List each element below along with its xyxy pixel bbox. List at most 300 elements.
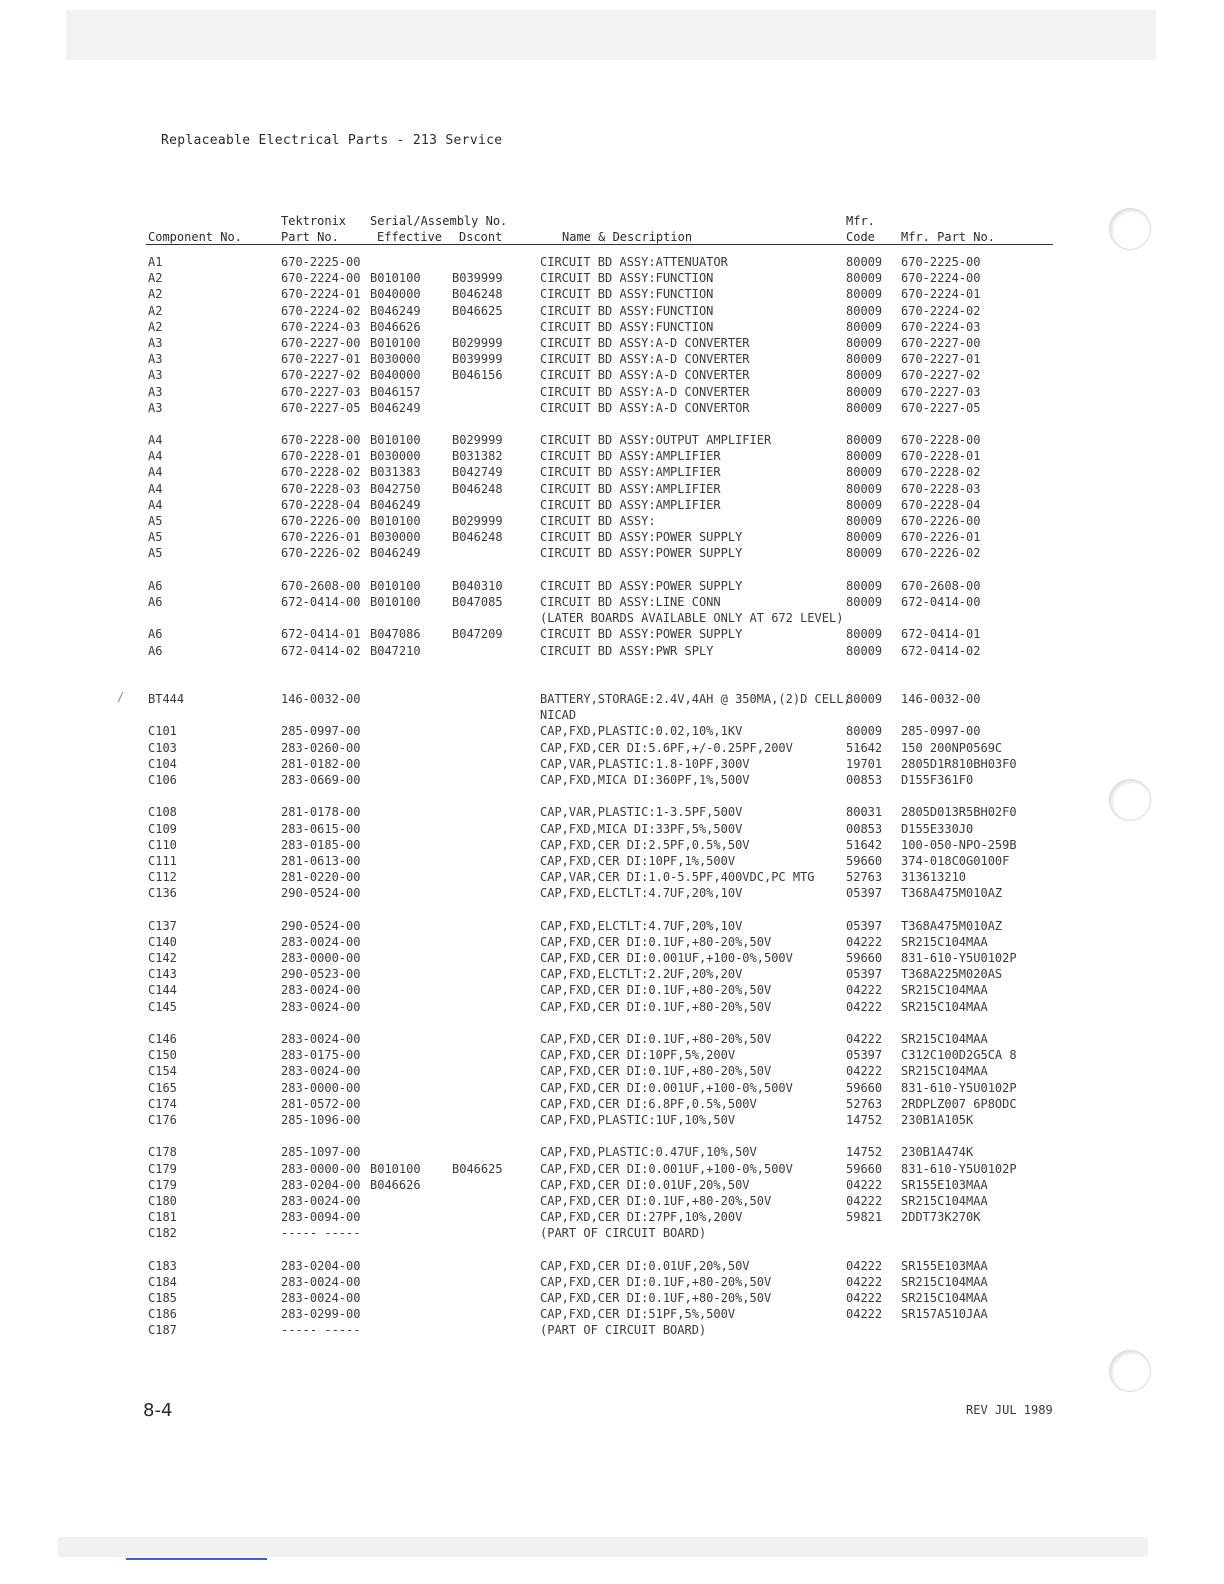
cell-name: CIRCUIT BD ASSY:AMPLIFIER [540,481,721,496]
cell-mfrp: SR215C104MAA [901,1291,988,1305]
cell-part: 670-2228-02 [281,465,361,480]
cell-part: 670-2227-02 [281,368,361,383]
cell-code: 80009 [846,303,883,318]
cell-code: 04222 [846,1307,883,1322]
cell-mfrp: T368A225M020AS [901,967,1003,982]
cell-mfrp: 670-2226-00 [901,514,981,528]
cell-comp: C137 [148,918,177,933]
cell-eff: B030000 [370,530,421,545]
cell-mfrp: 831-610-Y5U0102P [901,1080,1017,1095]
cell-name: CIRCUIT BD ASSY:AMPLIFIER [540,449,721,464]
cell-mfrp: 230B1A105K [901,1112,974,1127]
cell-mfrp: 670-2225-00 [901,255,981,269]
cell-comp: C104 [148,756,177,771]
cell-code [846,1015,882,1031]
cell-comp [148,1241,184,1257]
scan-bottom-band [58,1537,1148,1557]
cell-mfrp: 670-2228-04 [901,497,981,512]
cell-dsc [452,804,503,820]
cell-code: 52763 [846,1096,883,1111]
cell-name [540,675,851,691]
cell-part: 283-0024-00 [281,983,361,998]
cell-code: 80009 [846,643,883,658]
col-header-effective: Effective [377,230,443,244]
cell-code: 51642 [846,740,883,755]
col-header-mfr: Mfr. [846,214,875,228]
cell-comp: A3 [148,352,163,367]
cell-name: (PART OF CIRCUIT BOARD) [540,1226,707,1241]
cell-code: 80009 [846,271,883,286]
cell-dsc [452,1274,503,1290]
cell-eff [370,416,421,432]
cell-dsc [452,1015,503,1031]
cell-mfrp [901,610,1017,626]
cell-eff: B030000 [370,449,421,464]
cell-eff: B046249 [370,303,421,318]
cell-name [540,562,851,578]
cell-eff [370,1306,421,1322]
cell-mfrp: T368A475M010AZ [901,886,1003,901]
cell-dsc [452,723,503,739]
cell-part: 281-0178-00 [281,805,361,820]
cell-code [846,610,882,626]
cell-code: 05397 [846,967,883,982]
binder-hole [1109,1350,1151,1392]
cell-dsc [452,254,503,270]
cell-dsc: B029999 [452,433,503,448]
revision-date: REV JUL 1989 [966,1403,1053,1417]
cell-dsc [452,902,503,918]
cell-dsc [452,1322,503,1338]
cell-name: CIRCUIT BD ASSY:POWER SUPPLY [540,627,743,642]
cell-mfrp: 670-2227-00 [901,335,981,350]
cell-eff [370,756,421,772]
cell-name: CAP,FXD,CER DI:0.001UF,+100-0%,500V [540,1080,793,1095]
cell-code: 05397 [846,886,883,901]
cell-code: 05397 [846,1048,883,1063]
cell-comp: A2 [148,319,163,334]
cell-comp: A6 [148,627,163,642]
cell-name: CAP,FXD,PLASTIC:1UF,10%,50V [540,1112,736,1127]
cell-eff [370,772,421,788]
cell-dsc [452,788,503,804]
cell-name: CIRCUIT BD ASSY:A-D CONVERTER [540,368,750,383]
page-title: Replaceable Electrical Parts - 213 Service [161,133,503,148]
cell-dsc: B029999 [452,514,503,528]
cell-dsc: B046248 [452,287,503,302]
cell-part: 285-0997-00 [281,724,361,739]
cell-dsc [452,691,503,707]
cell-mfrp: 670-2608-00 [901,578,981,593]
cell-part: 670-2224-01 [281,287,361,302]
cell-comp: C150 [148,1048,177,1063]
cell-comp: A3 [148,384,163,399]
cell-comp: A5 [148,546,163,561]
cell-name: CAP,FXD,CER DI:0.1UF,+80-20%,50V [540,1064,772,1079]
cell-mfrp: SR155E103MAA [901,1177,988,1192]
cell-comp: A3 [148,368,163,383]
cell-mfrp: 150 200NP0569C [901,740,1003,755]
cell-mfrp: 670-2224-00 [901,271,981,286]
cell-mfrp [901,788,1017,804]
cell-dsc [452,1209,503,1225]
cell-dsc [452,1177,503,1193]
cell-dsc [452,1128,503,1144]
cell-dsc: B040310 [452,578,503,593]
cell-code [846,659,882,675]
cell-eff [370,999,421,1015]
cell-name: CAP,VAR,CER DI:1.0-5.5PF,400VDC,PC MTG [540,870,815,885]
cell-code: 04222 [846,1291,883,1305]
cell-part: 281-0182-00 [281,756,361,771]
cell-code: 04222 [846,983,883,998]
cell-part: 283-0669-00 [281,773,361,787]
col-header-dscont: Dscont [459,230,503,244]
cell-comp: C109 [148,821,177,836]
cell-comp: C185 [148,1291,177,1305]
cell-part [281,659,360,675]
cell-mfrp: 670-2226-02 [901,546,981,561]
cell-dsc [452,837,503,853]
cell-comp: C101 [148,724,177,739]
cell-comp: C174 [148,1096,177,1111]
cell-name: CAP,FXD,PLASTIC:0.02,10%,1KV [540,724,743,739]
cell-eff: B046249 [370,546,421,561]
cell-code: 14752 [846,1145,883,1160]
cell-eff: B010100 [370,514,421,528]
cell-mfrp: SR215C104MAA [901,1064,988,1079]
cell-dsc [452,1047,503,1063]
column-part-no [281,254,360,1339]
cell-name: CAP,FXD,CER DI:0.1UF,+80-20%,50V [540,1274,772,1289]
cell-eff [370,869,421,885]
cell-comp: C103 [148,740,177,755]
cell-comp [148,659,184,675]
cell-eff [370,918,421,934]
cell-code: 80009 [846,255,883,269]
cell-mfrp [901,1015,1017,1031]
cell-comp [148,1015,184,1031]
cell-code: 59821 [846,1210,883,1225]
cell-dsc [452,562,503,578]
col-header-mfr-part: Mfr. Part No. [901,230,995,244]
cell-code: 80009 [846,481,883,496]
cell-mfrp: 672-0414-00 [901,594,981,609]
cell-comp: A4 [148,481,163,496]
cell-part: 672-0414-02 [281,643,361,658]
cell-comp: C106 [148,773,177,787]
cell-part: ----- ----- [281,1226,361,1241]
cell-eff [370,821,421,837]
cell-mfrp: 670-2224-02 [901,303,981,318]
cell-name: CIRCUIT BD ASSY:A-D CONVERTER [540,384,750,399]
cell-name: CIRCUIT BD ASSY:AMPLIFIER [540,497,721,512]
cell-dsc [452,1112,503,1128]
scan-top-band [66,10,1156,60]
column-mfr-code [846,254,882,1339]
cell-code: 80009 [846,335,883,350]
cell-comp: C108 [148,805,177,820]
cell-mfrp: 672-0414-01 [901,627,981,642]
cell-dsc [452,982,503,998]
cell-part [281,416,360,432]
cell-eff: B010100 [370,433,421,448]
cell-dsc [452,610,503,626]
cell-eff: B047210 [370,643,421,658]
cell-code: 80009 [846,287,883,302]
cell-part [281,707,360,723]
cell-dsc: B046248 [452,530,503,545]
cell-dsc: B039999 [452,271,503,286]
cell-eff [370,1096,421,1112]
cell-dsc [452,707,503,723]
cell-dsc [452,384,503,400]
binder-hole [1109,208,1151,250]
cell-part [281,788,360,804]
cell-comp: A6 [148,578,163,593]
cell-eff [370,1112,421,1128]
cell-name: CIRCUIT BD ASSY:AMPLIFIER [540,465,721,480]
cell-dsc [452,497,503,513]
cell-name [540,1241,851,1257]
cell-code: 00853 [846,773,883,787]
cell-eff [370,254,421,270]
cell-mfrp: 670-2228-02 [901,465,981,480]
cell-code: 04222 [846,1064,883,1079]
cell-mfrp: 670-2227-03 [901,384,981,399]
cell-code: 80009 [846,465,883,480]
cell-code [846,562,882,578]
cell-dsc [452,772,503,788]
cell-part: 281-0572-00 [281,1096,361,1111]
cell-name: CAP,FXD,PLASTIC:0.47UF,10%,50V [540,1145,757,1160]
cell-comp: C146 [148,1032,177,1046]
cell-dsc: B046625 [452,303,503,318]
cell-name: CAP,FXD,CER DI:10PF,1%,500V [540,853,736,868]
cell-mfrp [901,1322,1017,1338]
cell-dsc: B039999 [452,352,503,367]
cell-eff: B040000 [370,368,421,383]
col-header-tektronix: Tektronix [281,214,347,228]
cell-eff [370,1241,421,1257]
cell-mfrp: 230B1A474K [901,1145,974,1160]
cell-comp: A5 [148,530,163,545]
cell-mfrp: SR215C104MAA [901,1274,988,1289]
cell-eff [370,1274,421,1290]
cell-name: BATTERY,STORAGE:2.4V,4AH @ 350MA,(2)D CELL, [540,692,851,707]
cell-name: CAP,FXD,CER DI:27PF,10%,200V [540,1210,743,1225]
cell-name: CAP,FXD,ELCTLT:2.2UF,20%,20V [540,967,743,982]
cell-eff: B046626 [370,319,421,334]
cell-name: CAP,VAR,PLASTIC:1-3.5PF,500V [540,805,743,820]
cell-dsc [452,319,503,335]
cell-name [540,788,851,804]
cell-name: CAP,FXD,ELCTLT:4.7UF,20%,10V [540,918,743,933]
cell-part: 283-0024-00 [281,1064,361,1079]
cell-code: 05397 [846,918,883,933]
cell-part: 283-0024-00 [281,1032,361,1046]
cell-eff: B010100 [370,594,421,609]
cell-eff: B046249 [370,400,421,415]
cell-eff [370,1290,421,1306]
cell-comp: A4 [148,433,163,448]
cell-comp: A6 [148,643,163,658]
cell-code: 80009 [846,497,883,512]
cell-part: 283-0094-00 [281,1210,361,1225]
cell-code [846,1128,882,1144]
cell-comp: C110 [148,837,177,852]
cell-mfrp: SR215C104MAA [901,999,988,1014]
cell-mfrp: SR215C104MAA [901,1193,988,1208]
col-header-mfr-code: Code [846,230,875,244]
cell-mfrp [901,707,1017,723]
cell-part: 670-2227-01 [281,352,361,367]
cell-dsc [452,966,503,982]
page-number: 8-4 [143,1400,173,1421]
column-description [540,254,851,1339]
cell-dsc: B046248 [452,481,503,496]
cell-dsc [452,999,503,1015]
cell-part: 670-2226-02 [281,546,361,561]
cell-eff: B010100 [370,335,421,350]
cell-name: CAP,FXD,CER DI:2.5PF,0.5%,50V [540,837,750,852]
col-header-name: Name & Description [562,230,693,244]
cell-comp: C187 [148,1323,177,1338]
cell-eff [370,788,421,804]
column-dscont [452,254,503,1339]
cell-comp: C179 [148,1177,177,1192]
cell-comp [148,902,184,918]
cell-dsc [452,1258,503,1274]
cell-mfrp [901,1128,1017,1144]
cell-part: 283-0175-00 [281,1048,361,1063]
cell-comp [148,675,184,691]
cell-comp: A2 [148,303,163,318]
cell-mfrp [901,562,1017,578]
cell-code: 80009 [846,352,883,367]
cell-name: (LATER BOARDS AVAILABLE ONLY AT 672 LEVEL) [540,611,844,626]
cell-code: 00853 [846,821,883,836]
cell-eff [370,1047,421,1063]
cell-mfrp: 831-610-Y5U0102P [901,1161,1017,1176]
cell-code: 80009 [846,724,883,739]
cell-comp [148,610,184,626]
cell-mfrp: 670-2226-01 [901,530,981,545]
cell-part: 281-0613-00 [281,853,361,868]
cell-code: 80009 [846,449,883,464]
cell-eff [370,562,421,578]
cell-code: 80031 [846,805,883,820]
cell-code: 80009 [846,692,883,707]
cell-part [281,1241,360,1257]
cell-mfrp: 831-610-Y5U0102P [901,951,1017,966]
cell-dsc: B029999 [452,335,503,350]
cell-mfrp [901,675,1017,691]
cell-dsc [452,416,503,432]
cell-name: CAP,FXD,CER DI:0.1UF,+80-20%,50V [540,934,772,949]
cell-code: 80009 [846,368,883,383]
binder-hole [1109,779,1151,821]
cell-name: (PART OF CIRCUIT BOARD) [540,1323,707,1338]
cell-eff: B010100 [370,271,421,286]
cell-part: 283-0260-00 [281,740,361,755]
cell-code: 80009 [846,546,883,561]
cell-mfrp: 670-2224-01 [901,287,981,302]
cell-name: CAP,FXD,MICA DI:360PF,1%,500V [540,773,750,787]
cell-dsc [452,400,503,416]
cell-name: CIRCUIT BD ASSY:ATTENUATOR [540,255,728,269]
cell-name: CAP,FXD,CER DI:0.1UF,+80-20%,50V [540,1291,772,1305]
cell-code: 19701 [846,756,883,771]
cell-comp [148,416,184,432]
cell-eff [370,707,421,723]
cell-part: 670-2226-00 [281,514,361,528]
cell-name: NICAD [540,708,577,723]
cell-dsc: B046625 [452,1161,503,1176]
col-header-component: Component No. [148,230,242,244]
cell-dsc [452,1096,503,1112]
cell-part: 290-0523-00 [281,967,361,982]
cell-part: 283-0000-00 [281,1080,361,1095]
cell-dsc [452,740,503,756]
cell-dsc [452,756,503,772]
cell-comp: C165 [148,1080,177,1095]
cell-comp: C136 [148,886,177,901]
cell-mfrp: 100-050-NPO-259B [901,837,1017,852]
cell-mfrp: 670-2228-03 [901,481,981,496]
cell-dsc: B047085 [452,594,503,609]
cell-code: 59660 [846,951,883,966]
cell-part [281,902,360,918]
cell-code: 80009 [846,514,883,528]
cell-mfrp: 2805D013R5BH02F0 [901,805,1017,820]
cell-eff [370,885,421,901]
cell-comp: C184 [148,1274,177,1289]
cell-eff [370,610,421,626]
cell-mfrp: SR157A510JAA [901,1307,988,1322]
cell-name: CIRCUIT BD ASSY:A-D CONVERTER [540,352,750,367]
cell-comp: C179 [148,1161,177,1176]
cell-code [846,1322,882,1338]
cell-part: 670-2225-00 [281,255,361,269]
column-component [148,254,184,1339]
cell-part: 670-2224-03 [281,319,361,334]
cell-code [846,707,882,723]
cell-mfrp: 672-0414-02 [901,643,981,658]
cell-dsc [452,643,503,659]
cell-name: CAP,FXD,CER DI:0.1UF,+80-20%,50V [540,983,772,998]
cell-mfrp: 670-2228-00 [901,433,981,448]
cell-mfrp: 670-2228-01 [901,449,981,464]
cell-comp: C112 [148,870,177,885]
cell-code: 14752 [846,1112,883,1127]
cell-comp: C154 [148,1064,177,1079]
cell-eff [370,950,421,966]
cell-code [846,1225,882,1241]
cell-comp: C183 [148,1258,177,1273]
cell-name: CAP,FXD,CER DI:5.6PF,+/-0.25PF,200V [540,740,793,755]
cell-code: 80009 [846,530,883,545]
cell-code: 80009 [846,400,883,415]
cell-part [281,610,360,626]
cell-comp: C182 [148,1226,177,1241]
cell-dsc [452,1063,503,1079]
cell-name: CAP,FXD,ELCTLT:4.7UF,20%,10V [540,886,743,901]
cell-comp: BT444 [148,692,185,707]
cell-mfrp: SR155E103MAA [901,1258,988,1273]
cell-name: CIRCUIT BD ASSY: [540,514,656,528]
cell-code: 04222 [846,1193,883,1208]
